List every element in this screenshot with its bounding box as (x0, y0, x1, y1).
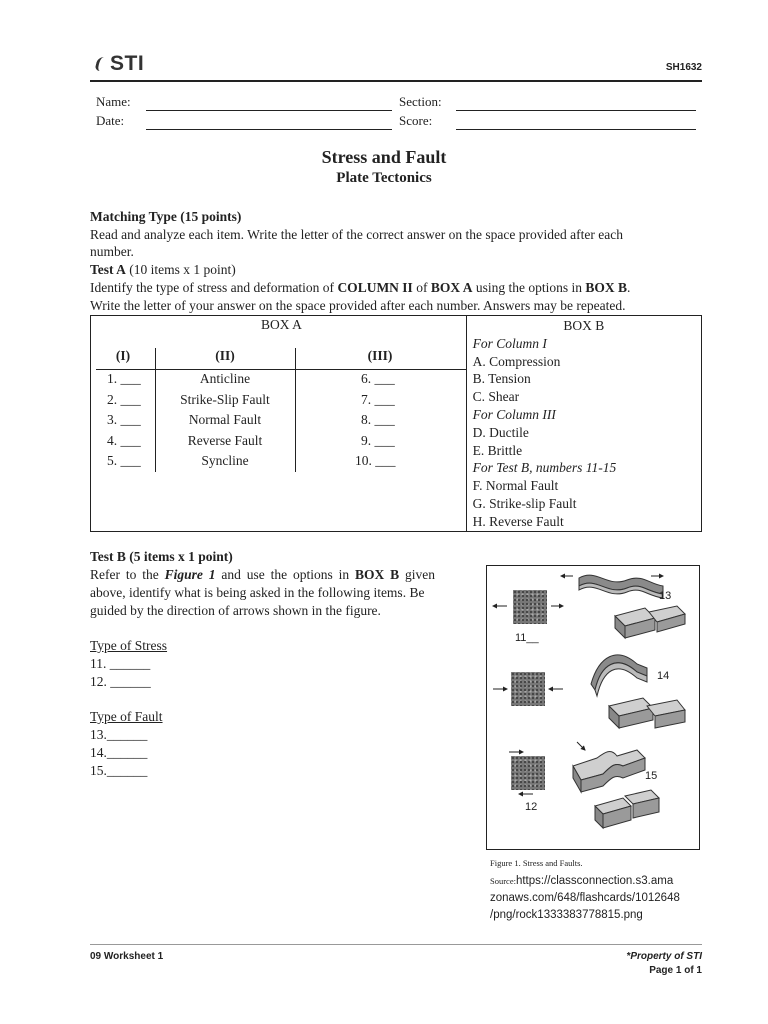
answer-blank[interactable]: 9. ___ (361, 432, 395, 448)
answer-blank[interactable]: 5. ___ (107, 453, 141, 468)
box-a-col2-header: (II) (215, 348, 235, 363)
test-b-instructions-1: Refer to the Figure 1 and use the options in BOX B given (90, 567, 436, 582)
answer-blank[interactable]: 6. ___ (361, 371, 395, 386)
row-term: Strike-Slip Fault (180, 391, 270, 407)
figure-drawings (487, 566, 699, 849)
score-field[interactable] (456, 129, 696, 130)
box-table (90, 315, 702, 532)
logo-swirl-icon (94, 57, 111, 71)
figure-label-15: 15 (645, 770, 658, 782)
box-b-title: BOX B (563, 318, 605, 333)
figure-source: Source:https://classconnection.s3.ama zonaws.com/648/flashcards/1012648 /png/rock1333383778815.png (490, 875, 680, 921)
row-term: Normal Fault (188, 412, 262, 427)
figure-label-11: 11__ (515, 632, 539, 644)
document-code: SH1632 (665, 62, 702, 73)
footer-property: *Property of STI (626, 951, 702, 962)
box-a-col3-header: (III) (367, 348, 393, 363)
answer-12[interactable]: 12. ______ (90, 674, 151, 689)
box-b-group-label: For Column I (472, 335, 547, 351)
answer-11[interactable]: 11. ______ (90, 656, 151, 671)
matching-instructions-2: number. (90, 244, 134, 259)
box-b-group-label: For Test B, numbers 11-15 (472, 460, 617, 476)
test-b-heading: Test B (5 items x 1 point) (90, 549, 233, 564)
figure-caption: Figure 1. Stress and Faults. (490, 858, 583, 868)
answer-blank[interactable]: 10. ___ (355, 453, 396, 468)
answer-blank[interactable]: 2. ___ (107, 391, 141, 407)
box-b-option: A. Compression (472, 353, 561, 369)
answer-14[interactable]: 14.______ (90, 745, 148, 760)
table-row (91, 392, 472, 413)
test-a-instructions-1: Identify the type of stress and deformation of COLUMN II of BOX A using the options in BOX B. (90, 280, 631, 295)
table-row (91, 371, 472, 392)
page-subtitle: Plate Tectonics (336, 170, 432, 186)
row-term: Syncline (201, 453, 249, 468)
box-b-option: C. Shear (472, 389, 520, 405)
footer-rule (90, 944, 702, 945)
box-b-option: F. Normal Fault (472, 478, 559, 494)
box-a-col1-header: (I) (115, 348, 131, 363)
section-field[interactable] (456, 110, 696, 111)
date-label: Date: (96, 113, 125, 128)
table-row (91, 433, 472, 454)
box-a-header-rule (96, 369, 466, 370)
answer-blank[interactable]: 1. ___ (107, 371, 141, 386)
date-field[interactable] (146, 129, 392, 130)
type-of-stress-heading: Type of Stress (90, 638, 168, 653)
box-a-rows (91, 371, 472, 474)
answer-15[interactable]: 15.______ (90, 763, 148, 778)
type-of-fault-heading: Type of Fault (90, 709, 163, 724)
test-a-instructions-2: Write the letter of your answer on the space provided after each number. Answers may be repeated. (90, 298, 626, 313)
box-b-option: H. Reverse Fault (472, 513, 564, 529)
footer-left: 09 Worksheet 1 (90, 951, 164, 962)
box-b-option: B. Tension (472, 371, 531, 387)
test-a-heading: Test A (10 items x 1 point) (90, 262, 236, 277)
sti-logo: STI (96, 52, 144, 76)
answer-blank[interactable]: 7. ___ (361, 391, 395, 407)
answer-13[interactable]: 13.______ (90, 727, 148, 742)
score-label: Score: (399, 113, 433, 128)
header-rule (90, 80, 702, 82)
row-term: Anticline (199, 371, 251, 386)
answer-blank[interactable]: 3. ___ (107, 412, 141, 427)
name-label: Name: (96, 94, 131, 109)
matching-instructions-1: Read and analyze each item. Write the letter of the correct answer on the space provided after each (90, 227, 623, 242)
answer-blank[interactable]: 8. ___ (361, 412, 395, 427)
matching-heading: Matching Type (15 points) (90, 209, 242, 224)
page-title: Stress and Fault (321, 147, 447, 167)
footer-page: Page 1 of 1 (649, 965, 702, 976)
table-row (91, 453, 472, 474)
section-label: Section: (399, 94, 442, 109)
figure-1 (486, 565, 700, 850)
figure-label-14: 14 (657, 670, 670, 682)
row-term: Reverse Fault (187, 432, 263, 448)
figure-label-13: 13 (659, 590, 672, 602)
test-b-instructions-3: guided by the direction of arrows shown in the figure. (90, 603, 381, 618)
box-b-option: E. Brittle (472, 442, 523, 458)
answer-blank[interactable]: 4. ___ (107, 432, 141, 448)
table-row (91, 412, 472, 433)
box-b-option: D. Ductile (472, 424, 529, 440)
test-b-instructions-2: above, identify what is being asked in the following items. Be (90, 585, 425, 600)
box-b-option: G. Strike-slip Fault (472, 495, 577, 511)
box-a-title: BOX A (261, 317, 302, 332)
name-field[interactable] (146, 110, 392, 111)
figure-label-12: 12 (525, 801, 538, 813)
box-a (91, 316, 467, 532)
box-b (466, 316, 701, 532)
box-b-group-label: For Column III (472, 406, 556, 422)
